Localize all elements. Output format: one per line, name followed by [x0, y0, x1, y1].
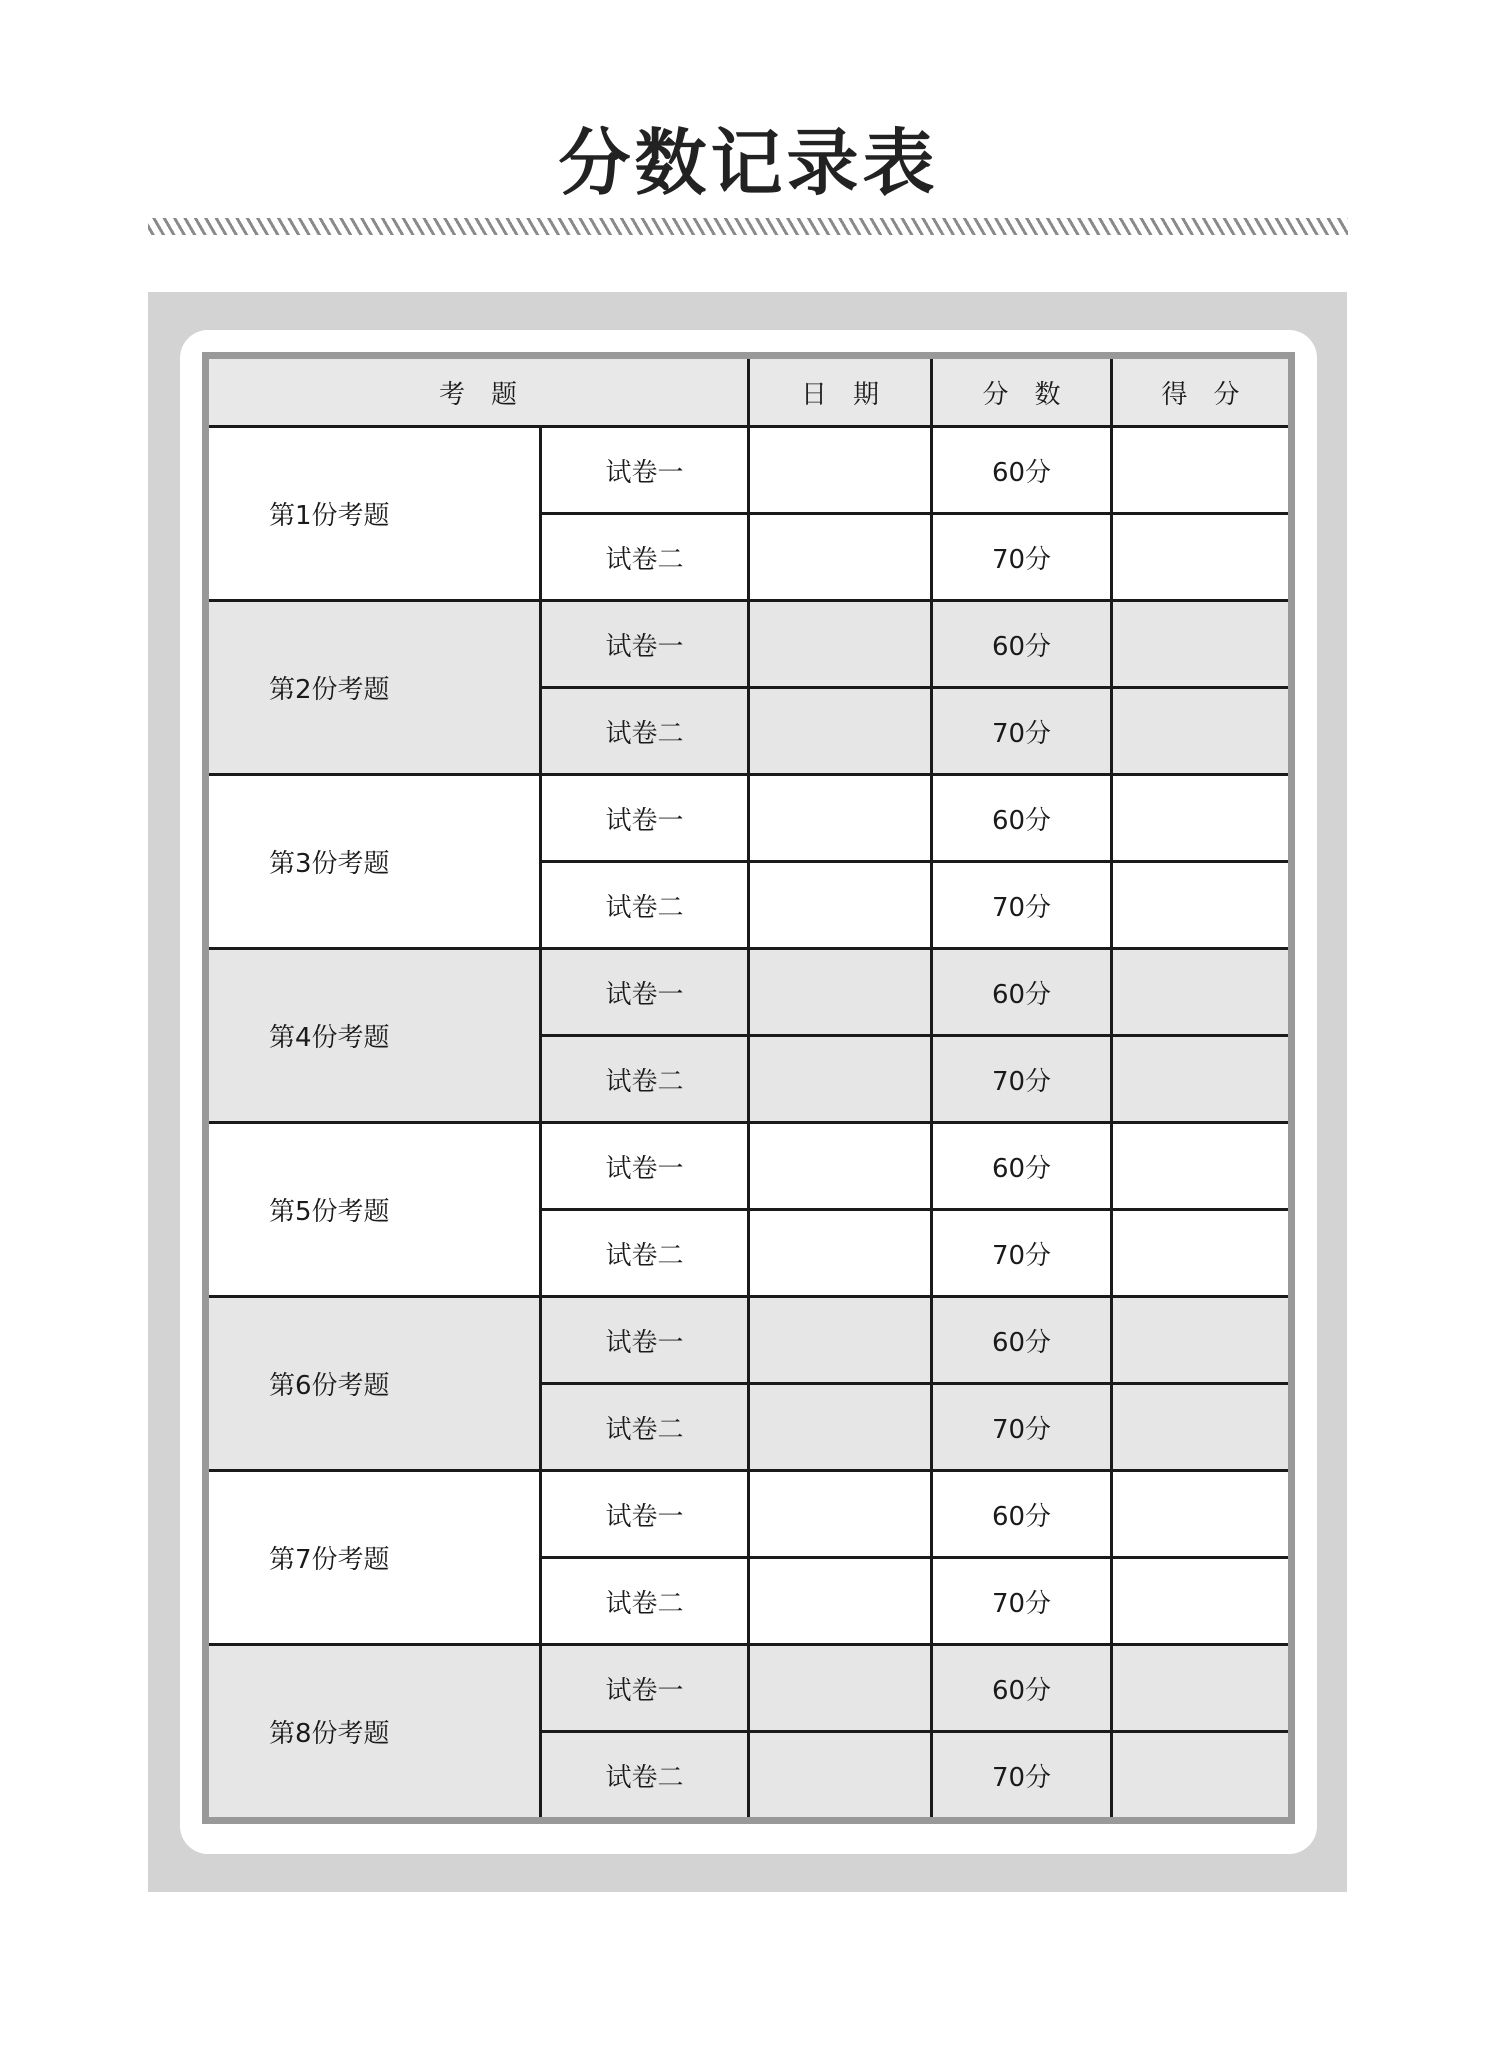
date-cell[interactable] [749, 1645, 932, 1732]
header-date: 日 期 [749, 356, 932, 427]
paper-label: 试卷二 [541, 1558, 749, 1645]
points-cell[interactable] [1112, 775, 1292, 862]
page-title: 分数记录表 [558, 121, 939, 205]
hatch-divider [148, 218, 1348, 235]
score-cell: 70分 [932, 862, 1112, 949]
exam-group-label: 第3份考题 [206, 775, 541, 949]
points-cell[interactable] [1112, 601, 1292, 688]
score-cell: 70分 [932, 1558, 1112, 1645]
points-cell[interactable] [1112, 1645, 1292, 1732]
table-row [206, 427, 1292, 514]
date-cell[interactable] [749, 949, 932, 1036]
table-row [206, 1471, 1292, 1558]
score-cell: 70分 [932, 1210, 1112, 1297]
score-cell: 70分 [932, 1384, 1112, 1471]
exam-group-label: 第6份考题 [206, 1297, 541, 1471]
date-cell[interactable] [749, 775, 932, 862]
paper-label: 试卷二 [541, 1732, 749, 1821]
inner-panel [180, 330, 1317, 1854]
score-cell: 60分 [932, 949, 1112, 1036]
date-cell[interactable] [749, 1732, 932, 1821]
table-row [206, 1123, 1292, 1210]
header-points: 得 分 [1112, 356, 1292, 427]
score-cell: 60分 [932, 775, 1112, 862]
score-cell: 60分 [932, 1471, 1112, 1558]
points-cell[interactable] [1112, 1123, 1292, 1210]
score-cell: 60分 [932, 1645, 1112, 1732]
header-row [206, 356, 1292, 427]
score-cell: 70分 [932, 514, 1112, 601]
date-cell[interactable] [749, 427, 932, 514]
table-row [206, 949, 1292, 1036]
paper-label: 试卷一 [541, 1297, 749, 1384]
points-cell[interactable] [1112, 688, 1292, 775]
table-row [206, 775, 1292, 862]
exam-group-label: 第5份考题 [206, 1123, 541, 1297]
score-table [202, 352, 1295, 1824]
score-cell: 70分 [932, 688, 1112, 775]
date-cell[interactable] [749, 1297, 932, 1384]
paper-label: 试卷一 [541, 1471, 749, 1558]
paper-label: 试卷一 [541, 949, 749, 1036]
paper-label: 试卷一 [541, 1645, 749, 1732]
date-cell[interactable] [749, 1558, 932, 1645]
date-cell[interactable] [749, 1384, 932, 1471]
date-cell[interactable] [749, 1471, 932, 1558]
paper-label: 试卷一 [541, 1123, 749, 1210]
paper-label: 试卷一 [541, 427, 749, 514]
header-exam: 考 题 [206, 356, 749, 427]
date-cell[interactable] [749, 1123, 932, 1210]
points-cell[interactable] [1112, 1036, 1292, 1123]
exam-group-label: 第7份考题 [206, 1471, 541, 1645]
score-cell: 70分 [932, 1732, 1112, 1821]
paper-label: 试卷一 [541, 601, 749, 688]
points-cell[interactable] [1112, 514, 1292, 601]
date-cell[interactable] [749, 1210, 932, 1297]
points-cell[interactable] [1112, 427, 1292, 514]
points-cell[interactable] [1112, 1558, 1292, 1645]
paper-label: 试卷二 [541, 688, 749, 775]
date-cell[interactable] [749, 514, 932, 601]
score-cell: 60分 [932, 1123, 1112, 1210]
score-cell: 60分 [932, 427, 1112, 514]
points-cell[interactable] [1112, 862, 1292, 949]
date-cell[interactable] [749, 601, 932, 688]
points-cell[interactable] [1112, 949, 1292, 1036]
paper-label: 试卷一 [541, 775, 749, 862]
points-cell[interactable] [1112, 1297, 1292, 1384]
outer-panel [148, 292, 1347, 1892]
score-cell: 60分 [932, 601, 1112, 688]
paper-label: 试卷二 [541, 1384, 749, 1471]
header-score: 分 数 [932, 356, 1112, 427]
exam-group-label: 第1份考题 [206, 427, 541, 601]
table-row [206, 1645, 1292, 1732]
points-cell[interactable] [1112, 1384, 1292, 1471]
table-row [206, 601, 1292, 688]
paper-label: 试卷二 [541, 1210, 749, 1297]
date-cell[interactable] [749, 688, 932, 775]
table-row [206, 1297, 1292, 1384]
paper-label: 试卷二 [541, 1036, 749, 1123]
points-cell[interactable] [1112, 1210, 1292, 1297]
exam-group-label: 第2份考题 [206, 601, 541, 775]
date-cell[interactable] [749, 1036, 932, 1123]
score-cell: 60分 [932, 1297, 1112, 1384]
date-cell[interactable] [749, 862, 932, 949]
paper-label: 试卷二 [541, 514, 749, 601]
exam-group-label: 第4份考题 [206, 949, 541, 1123]
score-cell: 70分 [932, 1036, 1112, 1123]
paper-label: 试卷二 [541, 862, 749, 949]
points-cell[interactable] [1112, 1732, 1292, 1821]
exam-group-label: 第8份考题 [206, 1645, 541, 1821]
points-cell[interactable] [1112, 1471, 1292, 1558]
